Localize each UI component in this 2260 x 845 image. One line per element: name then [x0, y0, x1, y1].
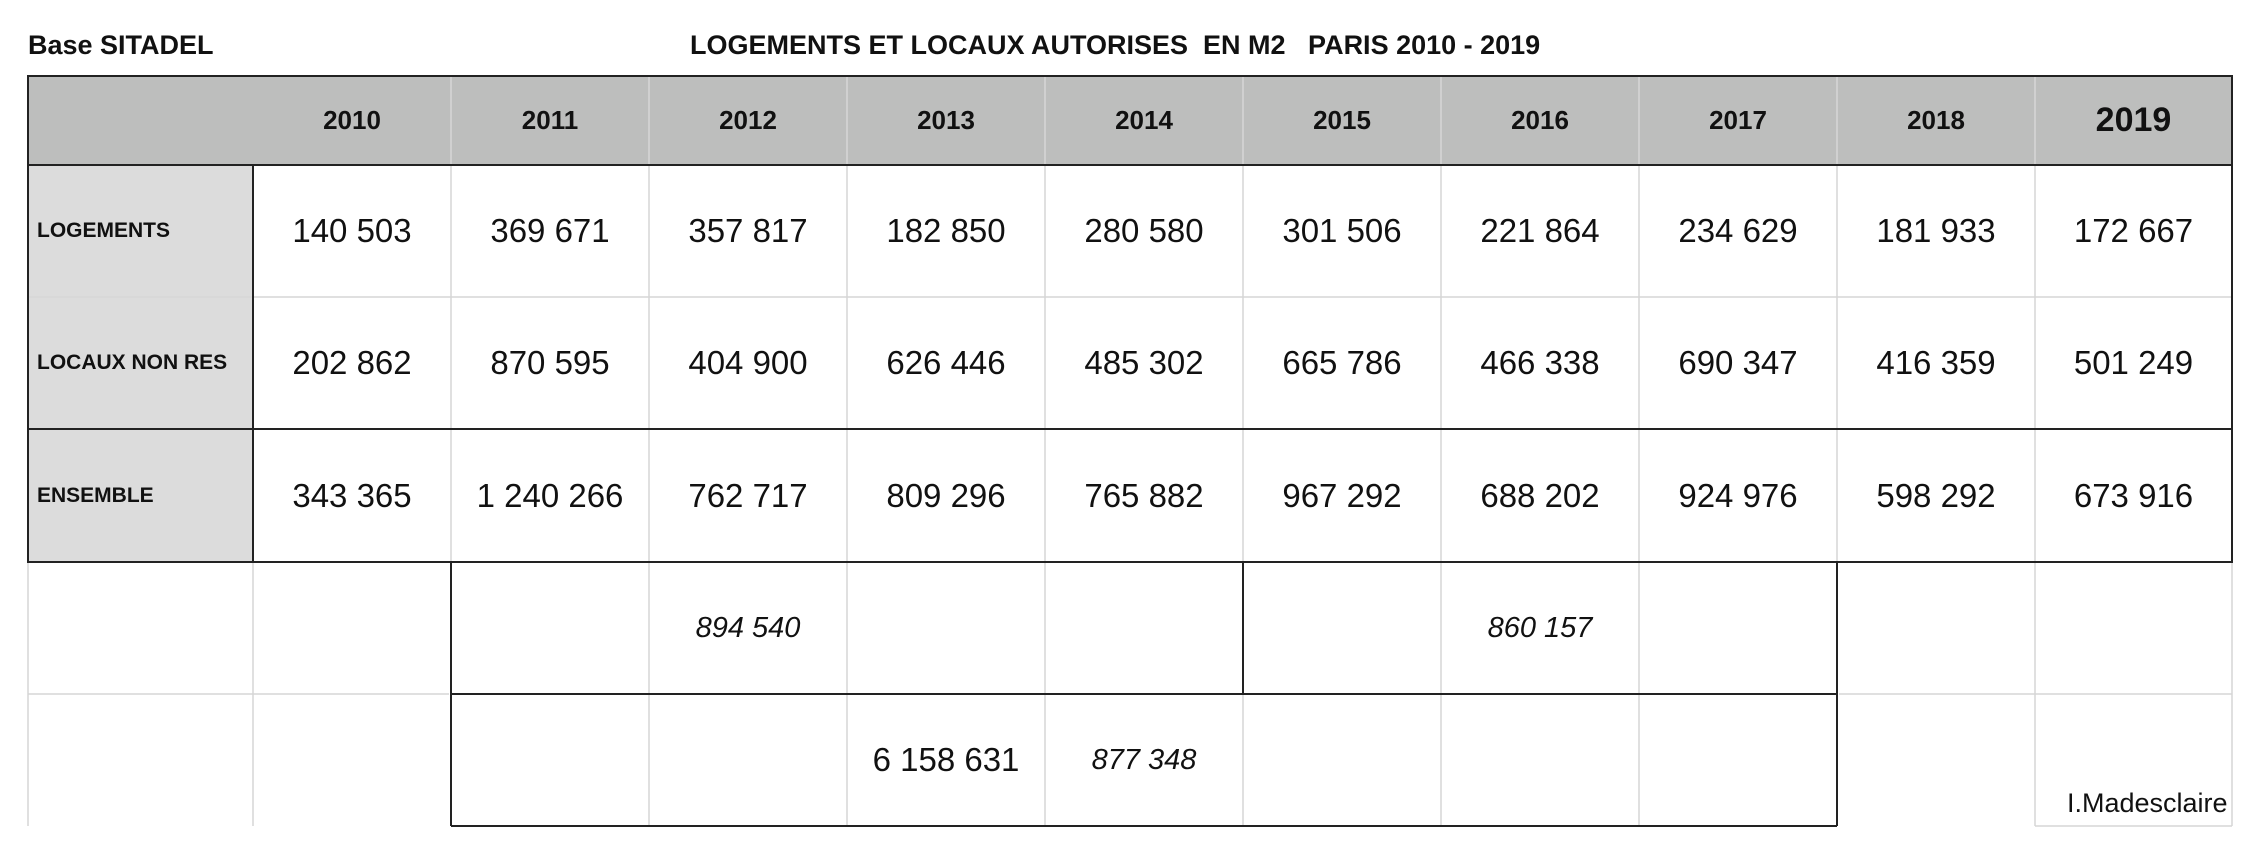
average-2011-2014: 894 540: [695, 611, 801, 644]
ensemble-2013: 809 296: [886, 476, 1006, 514]
year-header-2014: 2014: [1115, 105, 1173, 135]
row-label-ensemble: ENSEMBLE: [37, 483, 154, 507]
year-header-2015: 2015: [1313, 105, 1371, 135]
ensemble-2017: 924 976: [1678, 476, 1798, 514]
logements-2018: 181 933: [1876, 212, 1996, 249]
average-2015-2018: 860 157: [1487, 611, 1593, 644]
author-credit: I.Madesclaire: [2067, 788, 2228, 818]
locaux-2010: 202 862: [292, 344, 412, 381]
logements-2011: 369 671: [490, 212, 610, 249]
logements-2019: 172 667: [2073, 212, 2194, 249]
logements-2012: 357 817: [688, 212, 808, 249]
year-header-2010: 2010: [323, 105, 381, 135]
ensemble-2010: 343 365: [292, 476, 412, 514]
ensemble-2016: 688 202: [1480, 476, 1600, 514]
logements-2013: 182 850: [886, 212, 1006, 249]
ensemble-2015: 967 292: [1282, 476, 1402, 514]
logements-2015: 301 506: [1282, 212, 1402, 249]
locaux-2019: 501 249: [2073, 344, 2194, 381]
year-header-2013: 2013: [917, 105, 975, 135]
source-label: Base SITADEL: [28, 30, 214, 60]
year-header-2017: 2017: [1709, 105, 1767, 135]
year-header-2018: 2018: [1907, 105, 1965, 135]
year-header-2019: 2019: [2095, 101, 2172, 139]
total-2011-2018: 6 158 631: [872, 741, 1020, 778]
ensemble-2019: 673 916: [2073, 476, 2194, 514]
year-header-2016: 2016: [1511, 105, 1569, 135]
row-label-logements: LOGEMENTS: [37, 219, 171, 242]
logements-2017: 234 629: [1678, 212, 1798, 249]
locaux-2012: 404 900: [688, 344, 808, 381]
locaux-2018: 416 359: [1876, 344, 1996, 381]
ensemble-2011: 1 240 266: [476, 476, 624, 514]
ensemble-2014: 765 882: [1084, 476, 1204, 514]
locaux-2017: 690 347: [1678, 344, 1798, 381]
locaux-2014: 485 302: [1084, 344, 1204, 381]
locaux-2015: 665 786: [1282, 344, 1402, 381]
logements-2014: 280 580: [1084, 212, 1204, 249]
logements-2016: 221 864: [1480, 212, 1600, 249]
year-header-2012: 2012: [719, 105, 777, 135]
ensemble-2012: 762 717: [688, 476, 808, 514]
row-label-locaux-non-res: LOCAUX NON RES: [37, 351, 228, 374]
year-header-2011: 2011: [521, 105, 579, 135]
average-2011-2018: 877 348: [1091, 743, 1197, 776]
locaux-2016: 466 338: [1480, 344, 1600, 381]
locaux-2013: 626 446: [886, 344, 1006, 381]
page-title: LOGEMENTS ET LOCAUX AUTORISES EN M2 PARIS 2010 - 2019: [690, 30, 1541, 60]
locaux-2011: 870 595: [490, 344, 610, 381]
logements-2010: 140 503: [292, 212, 412, 249]
ensemble-2018: 598 292: [1876, 476, 1996, 514]
